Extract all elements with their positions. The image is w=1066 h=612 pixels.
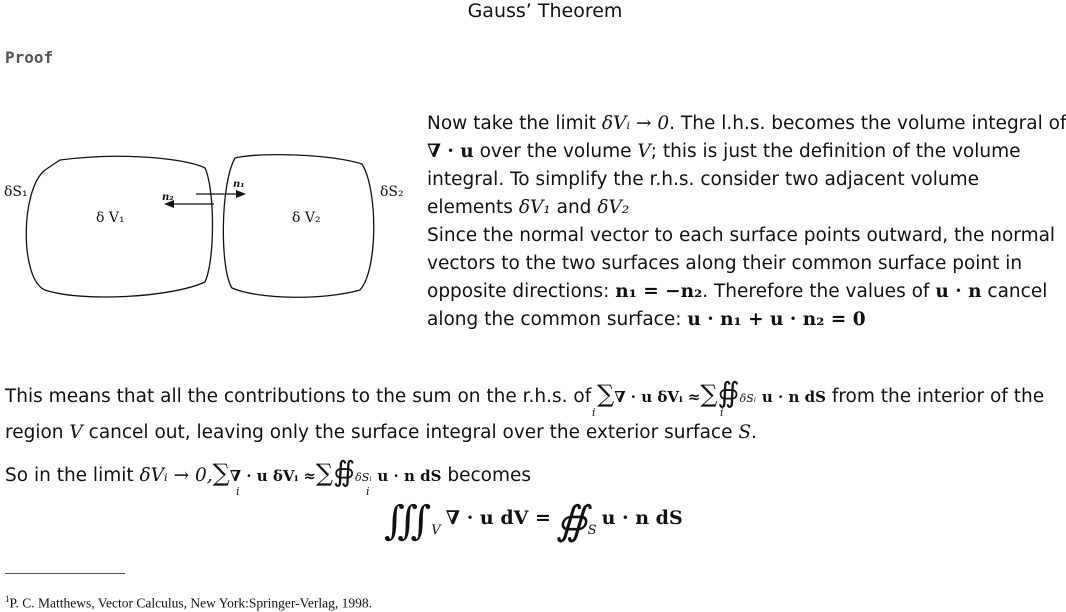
paragraph-contributions-line2: region V cancel out, leaving only the surface integral over the exterior surface S.: [5, 422, 757, 443]
sum-index-4: i: [366, 485, 370, 498]
footnote: $^1$P. C. Matthews, Vector Calculus, New York:Springer-Verlag, 1998.: [5, 594, 372, 611]
adjacent-volumes-figure: [0, 150, 410, 310]
footnote-divider: [5, 573, 125, 574]
volume-left-outline: [26, 156, 212, 297]
label-volume-left: δ V₁: [96, 210, 125, 226]
section-heading: Proof: [5, 48, 54, 67]
page-title: Gauss’ Theorem: [467, 0, 623, 22]
paragraph-limit-becomes: So in the limit δVᵢ → 0,∑∇ · u δVᵢ ≈∑∯δSᵢ u · n dS becomes: [5, 455, 531, 488]
label-volume-right: δ V₂: [292, 210, 321, 226]
sum-index-1: i: [592, 406, 596, 419]
label-surface-left: δS₁: [4, 184, 28, 200]
right-text-block: [427, 110, 1066, 334]
gauss-theorem-formula: ∭V ∇ · u dV = ∯S u · n dS: [384, 498, 683, 544]
label-normal-n1: n₁: [233, 179, 245, 190]
label-surface-right: δS₂: [380, 184, 404, 200]
paragraph-limit: Now take the limit δVᵢ → 0. The l.h.s. becomes the volume integral of ∇ · u over the volume V; this is just the definition of the volume integral. To simplify the r.h.s. consider two adjacent volume elements δV₁ and δV₂: [427, 113, 1066, 218]
label-normal-n2: n₂: [162, 192, 174, 203]
paragraph-contributions-line1: This means that all the contributions to the sum on the r.h.s. of ∑∇ · u δVᵢ ≈∑∯δSᵢ u · n dS from the interior of the: [5, 376, 1045, 409]
sum-index-2: i: [720, 406, 724, 419]
paragraph-normals: Since the normal vector to each surface points outward, the normal vectors to the two surfaces along their common surface point in opposite directions: n₁ = −n₂. Therefore the values of u · n cancel along the common surface: u · n₁ + u · n₂ = 0: [427, 225, 1056, 330]
sum-index-3: i: [236, 485, 240, 498]
